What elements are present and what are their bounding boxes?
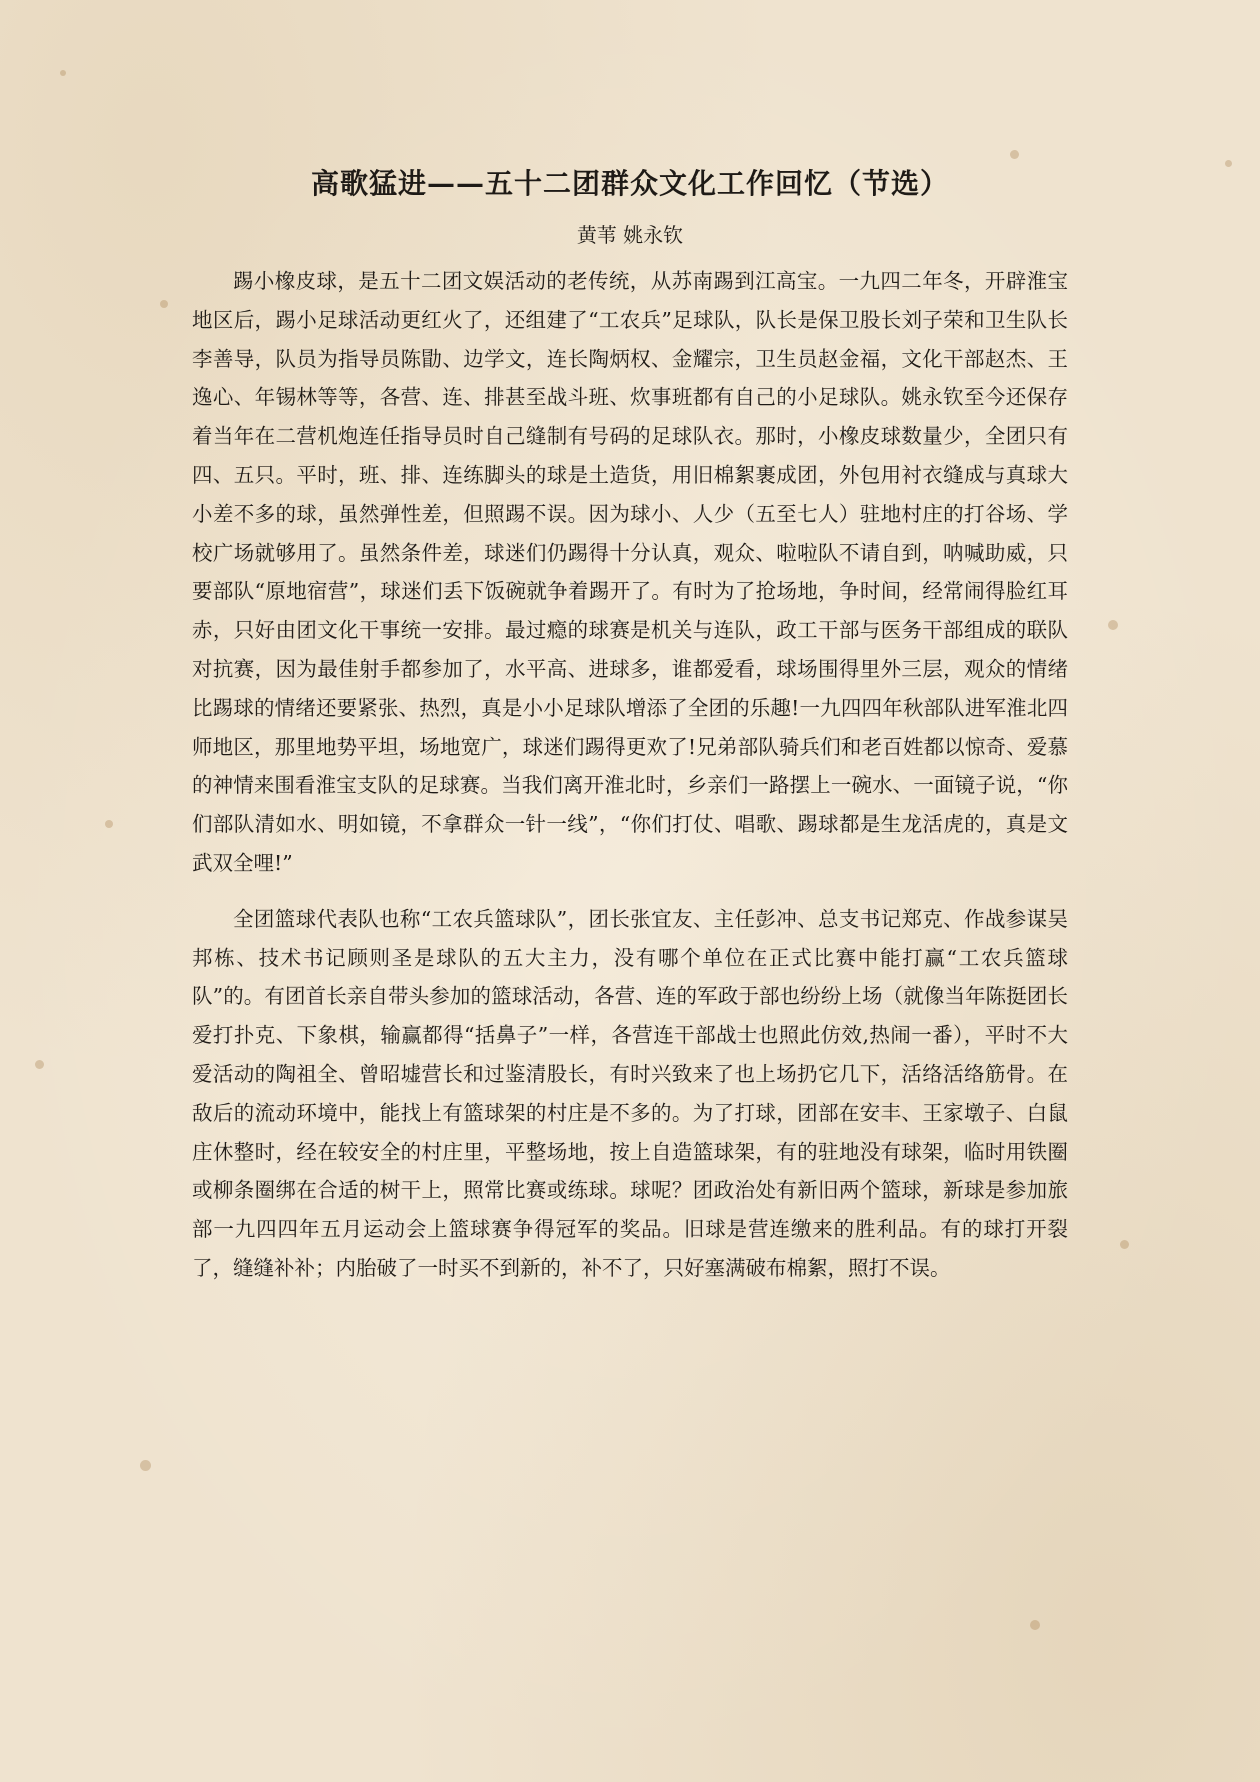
paper-stain bbox=[35, 1060, 44, 1069]
paper-stain bbox=[105, 820, 113, 828]
paper-stain bbox=[60, 70, 66, 76]
paper-stain bbox=[140, 1460, 151, 1471]
paper-stain bbox=[160, 300, 168, 308]
article-title: 高歌猛进——五十二团群众文化工作回忆（节选） bbox=[310, 167, 949, 200]
article-authors: 黄苇 姚永钦 bbox=[576, 223, 684, 247]
article-body bbox=[192, 262, 1068, 1288]
body-paragraph: 全团篮球代表队也称“工农兵篮球队”，团长张宜友、主任彭冲、总支书记郑克、作战参谋吴邦栋、技术书记顾则圣是球队的五大主力，没有哪个单位在正式比赛中能打赢“工农兵篮球队”的。有团首长亲自带头参加的篮球活动，各营、连的军政于部也纷纷上场（就像当年陈挺团长爱打扑克、下象棋，输赢都得“括鼻子”一样，各营连干部战士也照此仿效,热闹一番），平时不大爱活动的陶祖全、曾昭墟营长和过鉴清股长，有时兴致来了也上场扔它几下，活络活络筋骨。在敌后的流动环境中，能找上有篮球架的村庄是不多的。为了打球，团部在安丰、王家墩子、白鼠庄休整时，经在较安全的村庄里，平整场地，按上自造篮球架，有的驻地没有球架，临时用铁圈或柳条圈绑在合适的树干上，照常比赛或练球。球呢？团政治处有新旧两个篮球，新球是参加旅部一九四四年五月运动会上篮球赛争得冠军的奖品。旧球是营连缴来的胜利品。有的球打开裂了，缝缝补补；内胎破了一时买不到新的，补不了，只好塞满破布棉絮，照打不误。 bbox=[192, 906, 1068, 1280]
paper-stain bbox=[1010, 150, 1019, 159]
paper-stain bbox=[1120, 1240, 1129, 1249]
body-paragraph: 踢小橡皮球，是五十二团文娱活动的老传统，从苏南踢到江高宝。一九四二年冬，开辟淮宝地区后，踢小足球活动更红火了，还组建了“工农兵”足球队，队长是保卫股长刘子荣和卫生队长李善导，队员为指导员陈勖、边学文，连长陶炳权、金耀宗，卫生员赵金福，文化干部赵杰、王逸心、年锡林等等，各营、连、排甚至战斗班、炊事班都有自己的小足球队。姚永钦至今还保存着当年在二营机炮连任指导员时自己缝制有号码的足球队衣。那时，小橡皮球数量少，全团只有四、五只。平时，班、排、连练脚头的球是土造货，用旧棉絮裹成团，外包用衬衣缝成与真球大小差不多的球，虽然弹性差，但照踢不误。因为球小、人少（五至七人）驻地村庄的打谷场、学校广场就够用了。虽然条件差，球迷们仍踢得十分认真，观众、啦啦队不请自到，呐喊助威，只要部队“原地宿营”，球迷们丢下饭碗就争着踢开了。有时为了抢场地，争时间，经常闹得脸红耳赤，只好由团文化干事统一安排。最过瘾的球赛是机关与连队，政工干部与医务干部组成的联队对抗赛，因为最佳射手都参加了，水平高、进球多，谁都爱看，球场围得里外三层，观众的情绪比踢球的情绪还要紧张、热烈，真是小小足球队增添了全团的乐趣!一九四四年秋部队进军淮北四师地区，那里地势平坦，场地宽广，球迷们踢得更欢了!兄弟部队骑兵们和老百姓都以惊奇、爱慕的神情来围看淮宝支队的足球赛。当我们离开淮北时，乡亲们一路摆上一碗水、一面镜子说，“你们部队清如水、明如镜，不拿群众一针一线”，“你们打仗、唱歌、踢球都是生龙活虎的，真是文武双全哩!” bbox=[192, 269, 1068, 875]
paper-stain bbox=[1108, 620, 1118, 630]
paper-stain bbox=[1030, 1620, 1040, 1630]
